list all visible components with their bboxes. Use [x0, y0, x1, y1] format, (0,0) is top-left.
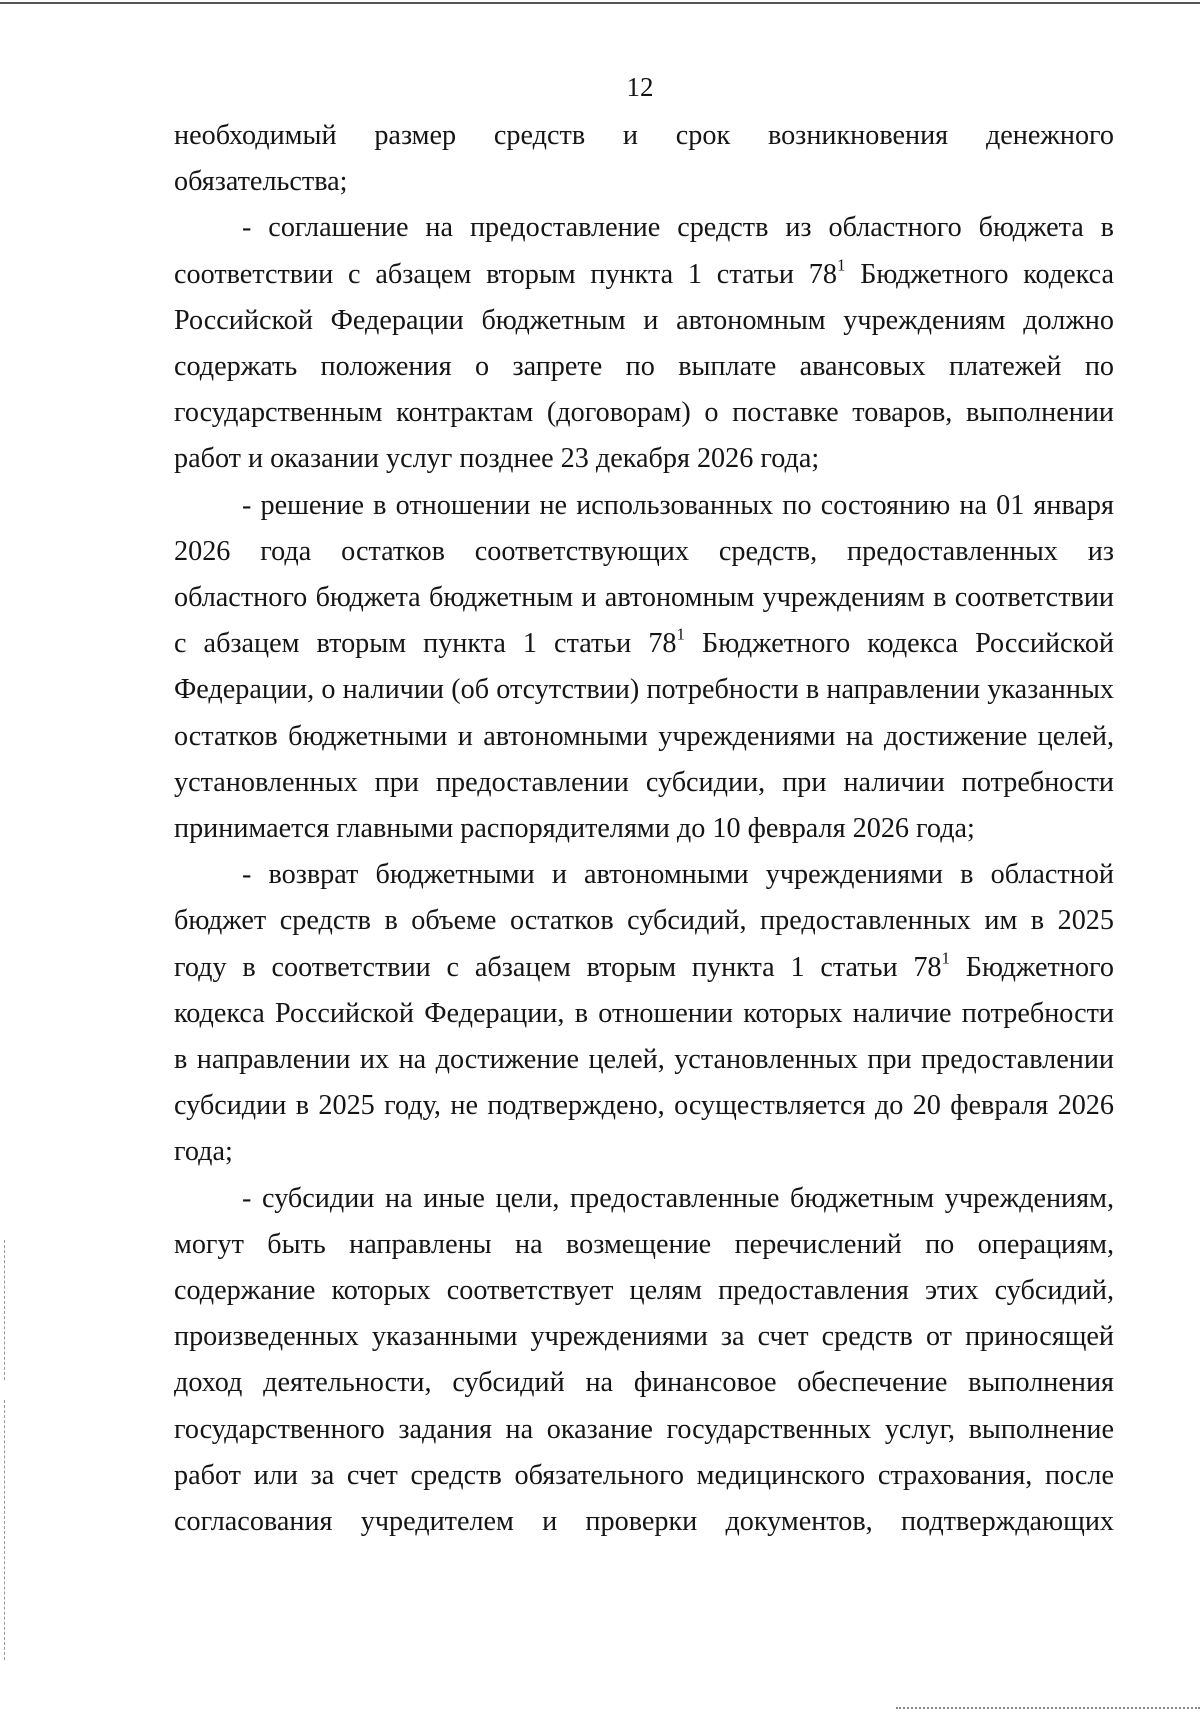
text-line: 2026 года остатков соответствующих средств, предоставленных из: [174, 535, 1114, 567]
text-line: содержать положения о запрете по выплате авансовых платежей по: [174, 351, 1114, 383]
text-segment: с абзацем вторым пункта 1 статьи 78: [174, 628, 677, 660]
paragraph-2: [174, 205, 1114, 482]
text-line: бюджет средств в объеме остатков субсидий, предоставленных им в 2025: [174, 905, 1114, 937]
text-line: [174, 252, 1114, 298]
text-line: доход деятельности, субсидий на финансовое обеспечение выполнения: [174, 1367, 1114, 1399]
text-line: согласования учредителем и проверки документов, подтверждающих: [174, 1506, 1114, 1538]
text-line: - соглашение на предоставление средств из областного бюджета в: [242, 212, 1114, 244]
text-line: могут быть направлены на возмещение перечислений по операциям,: [174, 1228, 1114, 1260]
page-number: 12: [626, 72, 654, 102]
text-line: кодекса Российской Федерации, в отношении которых наличие потребности: [174, 997, 1114, 1029]
document-body: [174, 113, 1114, 1545]
text-line: произведенных указанными учреждениями за счет средств от приносящей: [174, 1321, 1114, 1353]
text-line: принимается главными распорядителями до 10 февраля 2026 года;: [174, 813, 975, 845]
text-line: [174, 621, 1114, 667]
text-line: - решение в отношении не использованных по состоянию на 01 января: [242, 489, 1114, 521]
scan-margin-mark: [4, 1400, 5, 1660]
text-line: остатков бюджетными и автономными учреждениями на достижение целей,: [174, 720, 1114, 752]
text-segment: году в соответствии с абзацем вторым пункта 1 статьи 78: [174, 951, 942, 983]
text-line: областного бюджета бюджетным и автономным учреждениям в соответствии: [174, 582, 1114, 614]
text-line: содержание которых соответствует целям предоставления этих субсидий,: [174, 1275, 1114, 1307]
text-line: обязательства;: [174, 166, 348, 198]
scan-bottom-edge: [896, 1707, 1200, 1709]
text-segment: Бюджетного кодекса: [845, 258, 1114, 290]
text-line: установленных при предоставлении субсидии, при наличии потребности: [174, 766, 1114, 798]
paragraph-3: [174, 483, 1114, 853]
paragraph-4: [174, 852, 1114, 1175]
text-line: Федерации, о наличии (об отсутствии) потребности в направлении указанных: [174, 674, 1114, 706]
text-line: необходимый размер средств и срок возникновения денежного: [174, 120, 1114, 151]
text-line: работ или за счет средств обязательного медицинского страхования, после: [174, 1459, 1114, 1491]
paragraph-5: [174, 1176, 1114, 1546]
superscript: 1: [837, 254, 846, 274]
text-line: государственным контрактам (договорам) о поставке товаров, выполнении: [174, 397, 1114, 429]
text-line: года;: [174, 1136, 233, 1168]
superscript: 1: [676, 624, 685, 644]
text-line: работ и оказании услуг позднее 23 декабря 2026 года;: [174, 443, 820, 475]
superscript: 1: [941, 947, 950, 967]
text-line: субсидии в 2025 году, не подтверждено, осуществляется до 20 февраля 2026: [174, 1090, 1114, 1122]
text-line: - возврат бюджетными и автономными учреждениями в областной: [242, 859, 1114, 891]
text-line: государственного задания на оказание государственных услуг, выполнение: [174, 1413, 1114, 1445]
text-segment: Бюджетного: [949, 951, 1114, 983]
scan-margin-mark: [4, 1240, 5, 1380]
text-line: в направлении их на достижение целей, установленных при предоставлении: [174, 1044, 1114, 1076]
text-line: [174, 945, 1114, 991]
scan-top-edge: [0, 2, 1200, 4]
text-segment: Бюджетного кодекса Российской: [684, 628, 1115, 660]
text-line: - субсидии на иные цели, предоставленные бюджетным учреждениям,: [242, 1182, 1114, 1214]
text-line: Российской Федерации бюджетным и автономным учреждениям должно: [174, 304, 1114, 336]
text-segment: соответствии с абзацем вторым пункта 1 статьи 78: [174, 258, 837, 290]
paragraph-1: [174, 113, 1114, 205]
